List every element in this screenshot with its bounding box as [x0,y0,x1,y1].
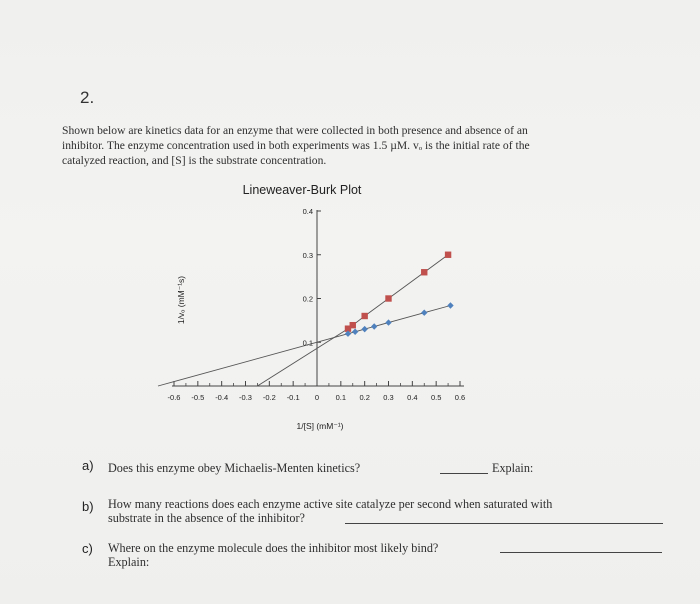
x-tick-label: 0.2 [359,393,370,402]
part-c-label: c) [82,541,93,556]
question-number: 2. [80,88,95,107]
chart-title: Lineweaver-Burk Plot [242,183,362,197]
intro-line-1: Shown below are kinetics data for an enzyme that were collected in both presence and absence of an [62,124,528,137]
part-a-label: a) [82,458,94,473]
y-tick-label: 0.4 [302,207,313,216]
part-b-line-1: How many reactions does each enzyme active site catalyze per second when saturated with [108,497,553,511]
x-tick-label: -0.2 [262,393,276,402]
series-line-1 [257,255,448,386]
x-tick-label: 0.6 [454,393,466,402]
lineweaver-burk-chart [150,180,490,440]
y-tick-label: 0.3 [302,250,313,260]
square-marker [361,313,367,319]
square-marker [421,269,427,275]
x-tick-label: -0.5 [191,393,205,402]
diamond-marker [371,323,377,329]
square-marker [350,322,356,328]
diamond-marker [352,329,358,335]
question-intro [62,123,622,168]
part-c-answer-blank[interactable] [500,540,662,553]
intro-line-2: inhibitor. The enzyme concentration used in both experiments was 1.5 µM. vₒ is the initial rate of the [62,139,530,152]
x-tick-label: 0.3 [383,393,394,402]
intro-line-3: catalyzed reaction, and [S] is the substrate concentration. [62,154,327,167]
y-tick-label: 0.2 [302,294,313,304]
part-b-label: b) [82,499,94,514]
part-a-text: Does this enzyme obey Michaelis-Menten kinetics? [108,461,361,475]
diamond-marker [447,302,453,308]
x-tick-label: -0.4 [215,393,229,402]
diamond-marker [385,319,391,325]
x-tick-label: 0.1 [335,393,347,402]
x-tick-label: 0.5 [430,393,442,402]
x-tick-label: 0.4 [407,393,418,402]
y-tick-label: 0.1 [302,338,313,348]
x-tick-label: -0.3 [239,393,252,402]
diamond-marker [421,310,427,316]
square-marker [445,252,451,258]
part-b-line-2: substrate in the absence of the inhibitor? [108,511,305,525]
chart-x-axis-label: 1/[S] (mM⁻¹) [296,421,344,431]
x-tick-label: 0 [314,393,320,402]
part-c-line-1: Where on the enzyme molecule does the inhibitor most likely bind? [108,541,439,555]
x-tick-label: -0.6 [167,393,181,402]
diamond-marker [361,326,367,332]
x-tick-label: -0.1 [286,393,300,402]
part-a-answer-blank[interactable] [440,461,488,474]
part-a-explain: Explain: [492,461,534,475]
square-marker [385,295,391,301]
chart-y-axis-label: 1/vₒ (mM⁻¹s) [176,275,186,325]
part-c-text [108,541,438,569]
part-b-answer-blank[interactable] [345,511,663,524]
part-c-line-2: Explain: [108,555,150,569]
